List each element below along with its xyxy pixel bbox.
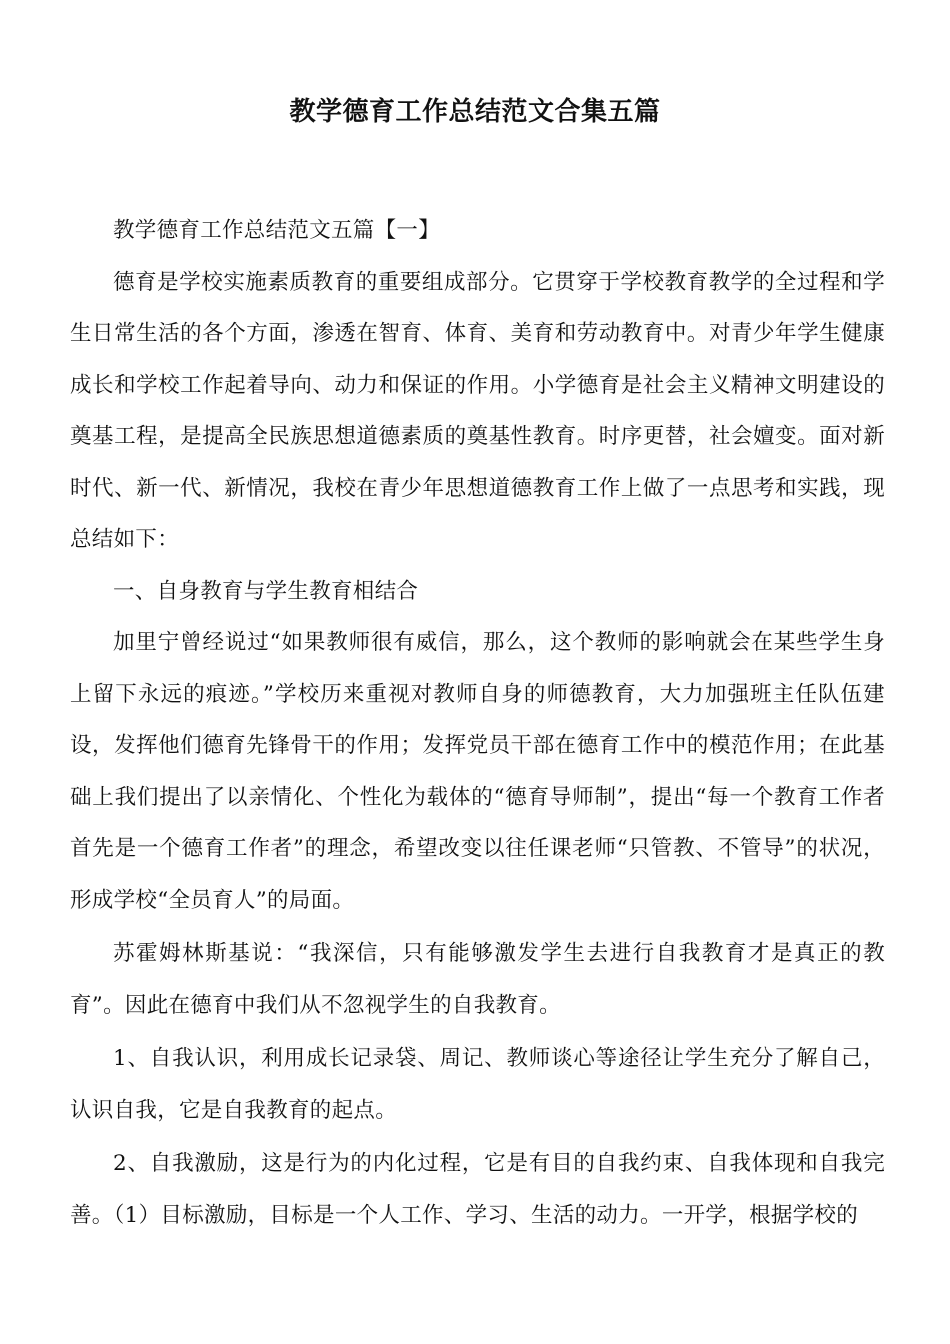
section-heading: 教学德育工作总结范文五篇【一】: [113, 218, 441, 243]
document-title: 教学德育工作总结范文合集五篇: [289, 97, 661, 127]
subsection-heading: 一、自身教育与学生教育相结合: [113, 578, 419, 604]
document-body: [70, 205, 885, 1241]
body-paragraph: 德育是学校实施素质教育的重要组成部分。它贯穿于学校教育教学的全过程和学生日常生活的各个方面，渗透在智育、体育、美育和劳动教育中。对青少年学生健康成长和学校工作起着导向、动力和保证的作用。小学德育是社会主义精神文明建设的奠基工程，是提高全民族思想道德素质的奠基性教育。时序更替，社会嬗变。面对新时代、新一代、新情况，我校在青少年思想道德教育工作上做了一点思考和实践，现总结如下：: [70, 269, 885, 552]
body-paragraph: 苏霍姆林斯基说：“我深信，只有能够激发学生去进行自我教育才是真正的教育”。因此在德育中我们从不忽视学生的自我教育。: [70, 941, 885, 1018]
body-paragraph: 加里宁曾经说过“如果教师很有威信，那么，这个教师的影响就会在某些学生身上留下永远的痕迹。”学校历来重视对教师自身的师德教育，大力加强班主任队伍建设，发挥他们德育先锋骨干的作用；发挥党员干部在德育工作中的模范作用；在此基础上我们提出了以亲情化、个性化为载体的“德育导师制”，提出“每一个教育工作者首先是一个德育工作者”的理念，希望改变以往任课老师“只管教、不管导”的状况，形成学校“全员育人”的局面。: [70, 630, 885, 913]
list-item: 1、自我认识，利用成长记录袋、周记、教师谈心等途径让学生充分了解自己，认识自我，它是自我教育的起点。: [70, 1046, 885, 1123]
list-item: 2、自我激励，这是行为的内化过程，它是有目的自我约束、自我体现和自我完善。（1）目标激励，目标是一个人工作、学习、生活的动力。一开学，根据学校的: [70, 1151, 885, 1228]
